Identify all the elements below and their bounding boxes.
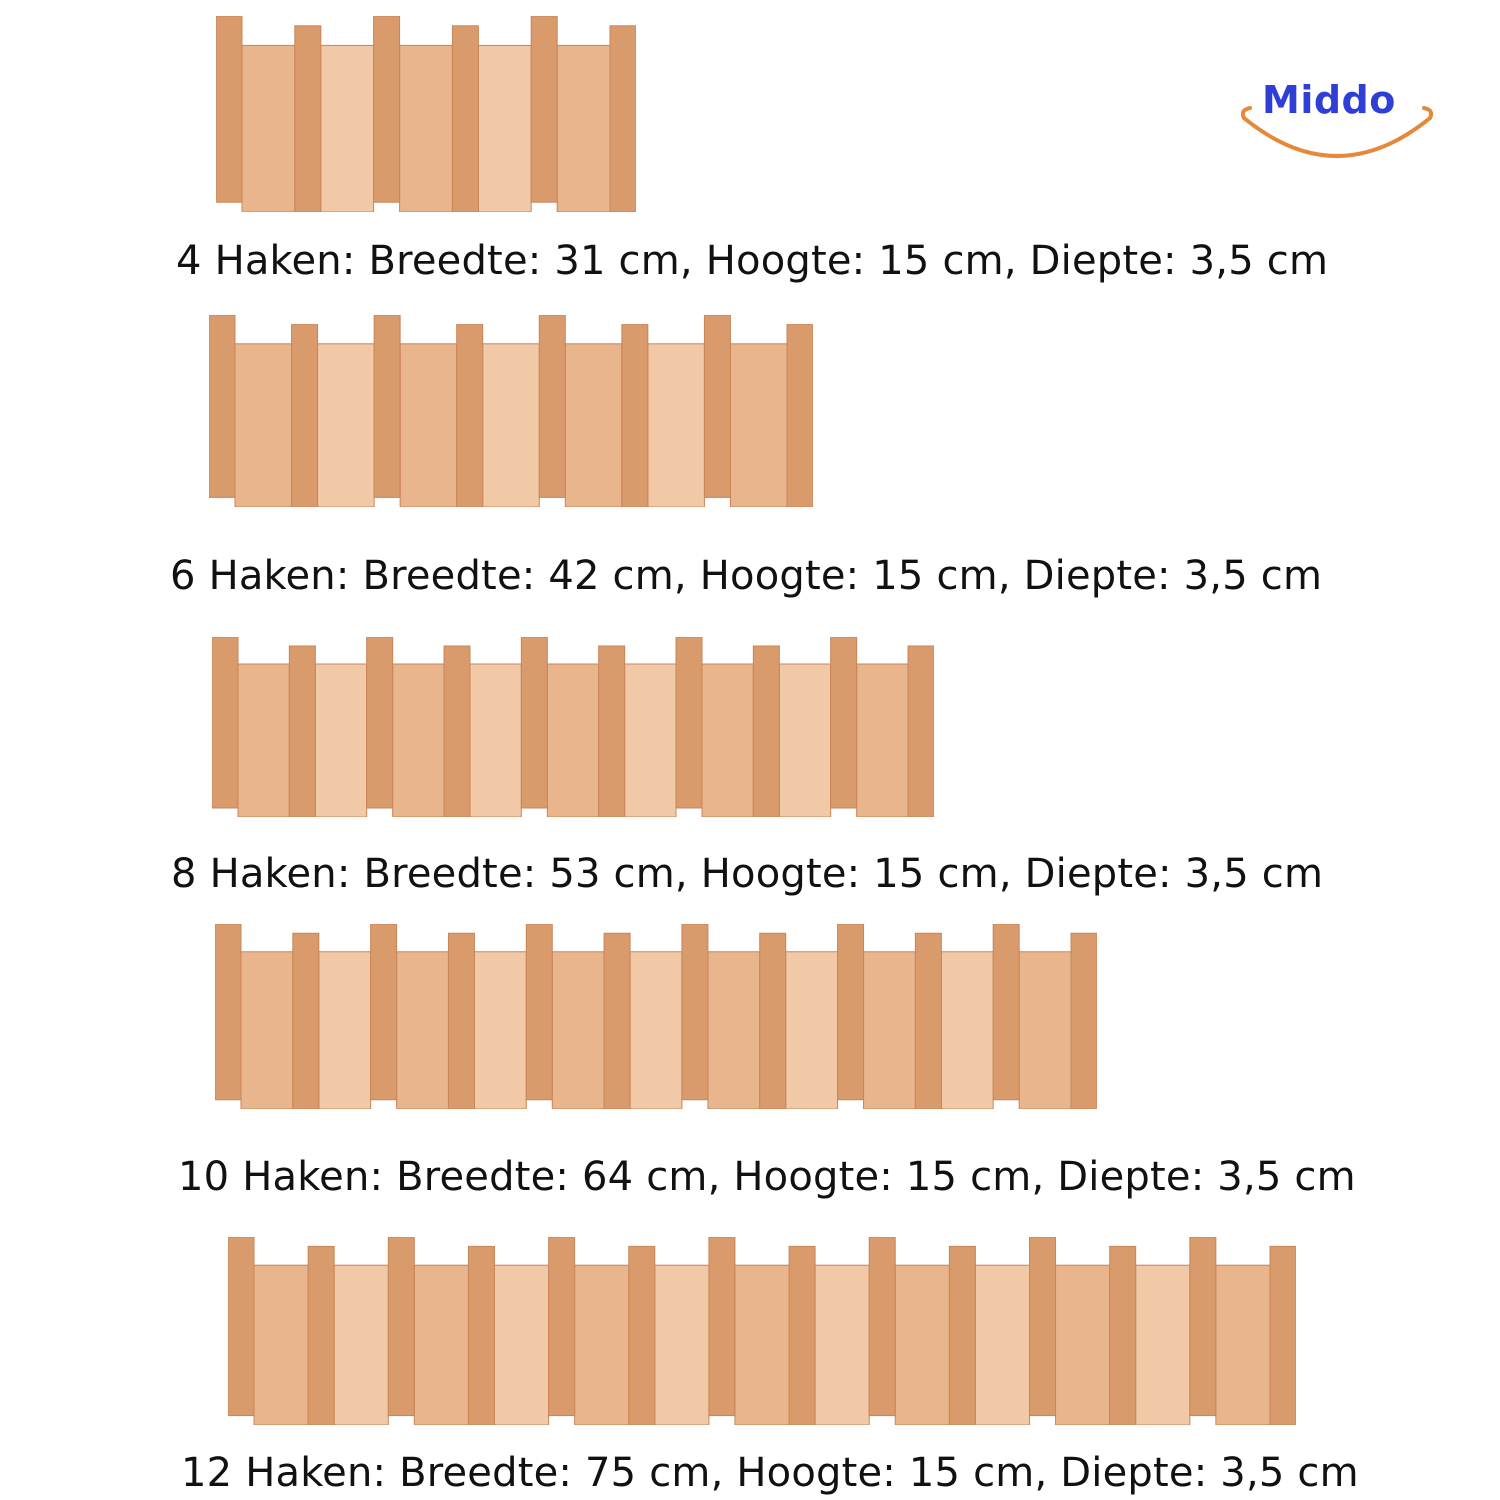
caption-4-hooks: 4 Haken: Breedte: 31 cm, Hoogte: 15 cm, Diepte: 3,5 cm bbox=[176, 238, 1329, 284]
wood-hook-slat bbox=[709, 1237, 735, 1416]
wood-hook-slat bbox=[292, 325, 318, 507]
middo-logo bbox=[1232, 74, 1442, 164]
wood-hook-slat bbox=[1270, 1246, 1296, 1425]
wood-hook-slat bbox=[1110, 1246, 1136, 1425]
coat-rack-4-hooks-image bbox=[216, 16, 636, 212]
wood-hook-slat bbox=[212, 637, 238, 808]
wood-panel-slat bbox=[730, 344, 787, 507]
wood-panel-slat bbox=[702, 664, 753, 817]
wood-panel-slat bbox=[630, 952, 682, 1109]
wood-hook-slat bbox=[452, 26, 478, 212]
wood-hook-slat bbox=[949, 1246, 975, 1425]
wood-hook-slat bbox=[228, 1237, 254, 1416]
wood-hook-slat bbox=[599, 646, 625, 817]
wood-hook-slat bbox=[549, 1237, 575, 1416]
wood-panel-slat bbox=[334, 1265, 388, 1425]
wood-panel-slat bbox=[547, 664, 598, 817]
wood-hook-slat bbox=[704, 315, 730, 497]
caption-12-hooks: 12 Haken: Breedte: 75 cm, Hoogte: 15 cm, Diepte: 3,5 cm bbox=[181, 1450, 1359, 1496]
wood-hook-slat bbox=[215, 924, 241, 1100]
wood-panel-slat bbox=[735, 1265, 789, 1425]
wood-hook-slat bbox=[838, 924, 864, 1100]
wood-panel-slat bbox=[254, 1265, 308, 1425]
wood-hook-slat bbox=[629, 1246, 655, 1425]
wood-hook-slat bbox=[371, 924, 397, 1100]
wood-hook-slat bbox=[209, 315, 235, 497]
caption-8-hooks: 8 Haken: Breedte: 53 cm, Hoogte: 15 cm, Diepte: 3,5 cm bbox=[171, 851, 1324, 897]
wood-hook-slat bbox=[457, 325, 483, 507]
caption-6-hooks: 6 Haken: Breedte: 42 cm, Hoogte: 15 cm, Diepte: 3,5 cm bbox=[170, 553, 1323, 599]
wood-panel-slat bbox=[241, 952, 293, 1109]
wood-hook-slat bbox=[760, 933, 786, 1109]
wood-panel-slat bbox=[779, 664, 830, 817]
wood-panel-slat bbox=[400, 344, 457, 507]
wood-hook-slat bbox=[908, 646, 934, 817]
wood-hook-slat bbox=[388, 1237, 414, 1416]
wood-hook-slat bbox=[374, 16, 400, 202]
wood-hook-slat bbox=[367, 637, 393, 808]
wood-panel-slat bbox=[238, 664, 289, 817]
wood-panel-slat bbox=[235, 344, 292, 507]
wood-panel-slat bbox=[478, 45, 531, 212]
coat-rack-6-hooks-image bbox=[209, 315, 813, 507]
wood-panel-slat bbox=[1216, 1265, 1270, 1425]
wood-hook-slat bbox=[521, 637, 547, 808]
wood-panel-slat bbox=[864, 952, 916, 1109]
wood-hook-slat bbox=[308, 1246, 334, 1425]
wood-panel-slat bbox=[400, 45, 453, 212]
wood-panel-slat bbox=[321, 45, 374, 212]
caption-10-hooks: 10 Haken: Breedte: 64 cm, Hoogte: 15 cm, Diepte: 3,5 cm bbox=[178, 1154, 1356, 1200]
wood-panel-slat bbox=[552, 952, 604, 1109]
coat-rack-10-hooks-image bbox=[215, 924, 1097, 1109]
coat-rack-12-hooks-image bbox=[228, 1237, 1296, 1425]
logo-text: Middo bbox=[1262, 78, 1396, 122]
wood-panel-slat bbox=[557, 45, 610, 212]
wood-hook-slat bbox=[293, 933, 319, 1109]
wood-panel-slat bbox=[857, 664, 908, 817]
wood-hook-slat bbox=[787, 325, 813, 507]
wood-panel-slat bbox=[575, 1265, 629, 1425]
wood-hook-slat bbox=[753, 646, 779, 817]
wood-panel-slat bbox=[318, 344, 375, 507]
wood-panel-slat bbox=[895, 1265, 949, 1425]
wood-panel-slat bbox=[655, 1265, 709, 1425]
wood-hook-slat bbox=[1071, 933, 1097, 1109]
wood-panel-slat bbox=[414, 1265, 468, 1425]
wood-panel-slat bbox=[1136, 1265, 1190, 1425]
wood-hook-slat bbox=[993, 924, 1019, 1100]
wood-panel-slat bbox=[941, 952, 993, 1109]
wood-panel-slat bbox=[708, 952, 760, 1109]
wood-panel-slat bbox=[565, 344, 622, 507]
wood-panel-slat bbox=[815, 1265, 869, 1425]
wood-hook-slat bbox=[610, 26, 636, 212]
wood-panel-slat bbox=[786, 952, 838, 1109]
wood-hook-slat bbox=[526, 924, 552, 1100]
wood-panel-slat bbox=[648, 344, 705, 507]
coat-rack-8-hooks-image bbox=[212, 637, 934, 817]
wood-panel-slat bbox=[393, 664, 444, 817]
wood-hook-slat bbox=[831, 637, 857, 808]
wood-panel-slat bbox=[1056, 1265, 1110, 1425]
wood-panel-slat bbox=[242, 45, 295, 212]
wood-hook-slat bbox=[915, 933, 941, 1109]
wood-panel-slat bbox=[470, 664, 521, 817]
wood-hook-slat bbox=[444, 646, 470, 817]
wood-panel-slat bbox=[1019, 952, 1071, 1109]
wood-hook-slat bbox=[216, 16, 242, 202]
wood-hook-slat bbox=[295, 26, 321, 212]
wood-panel-slat bbox=[319, 952, 371, 1109]
wood-panel-slat bbox=[975, 1265, 1029, 1425]
wood-panel-slat bbox=[483, 344, 540, 507]
wood-hook-slat bbox=[1030, 1237, 1056, 1416]
wood-hook-slat bbox=[374, 315, 400, 497]
wood-hook-slat bbox=[1190, 1237, 1216, 1416]
wood-hook-slat bbox=[531, 16, 557, 202]
wood-hook-slat bbox=[789, 1246, 815, 1425]
wood-hook-slat bbox=[539, 315, 565, 497]
wood-hook-slat bbox=[468, 1246, 494, 1425]
wood-hook-slat bbox=[448, 933, 474, 1109]
wood-panel-slat bbox=[494, 1265, 548, 1425]
wood-hook-slat bbox=[622, 325, 648, 507]
wood-panel-slat bbox=[315, 664, 366, 817]
wood-hook-slat bbox=[682, 924, 708, 1100]
wood-hook-slat bbox=[604, 933, 630, 1109]
wood-hook-slat bbox=[676, 637, 702, 808]
wood-hook-slat bbox=[289, 646, 315, 817]
wood-panel-slat bbox=[474, 952, 526, 1109]
wood-panel-slat bbox=[625, 664, 676, 817]
wood-panel-slat bbox=[397, 952, 449, 1109]
wood-hook-slat bbox=[869, 1237, 895, 1416]
